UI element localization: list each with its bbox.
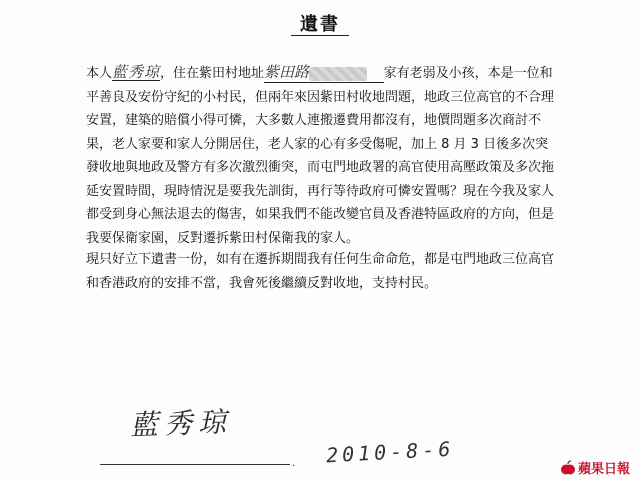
signature-line (100, 464, 290, 465)
signature-line-dot: . (292, 458, 296, 469)
paragraph-1-body: 家有老弱及小孩，本是一位和平善良及安份守紀的小村民，但兩年來因紫田村收地問題，地政三位高官的不合理安置，建築的賠償小得可憐，大多數人連搬遷費用都沒有，地價問題多次商討不果，老人家要和家人分開居住，老人家的心有多受傷呢，加上 8 月 3 日後多次突發收地與地政及警方有多次激烈衝突，而屯門地政署的高官使用高壓政策及多次拖延安置時間，現時情況是要我先訓街，再行等待政府可憐安置嗎？現在今我及家人都受到身心無法退去的傷害，如果我們不能改變官員及香港特區政府的方向，但是我要保衛家園，反對遷拆紫田村保衛我的家人。 (86, 66, 555, 246)
title-underline (291, 35, 349, 36)
handwritten-name-inline: 藍秀琼 (112, 63, 161, 81)
newspaper-watermark (560, 458, 630, 477)
paragraph-2: 現只好立下遺書一份，如有在遷拆期間我有任何生命命危，都是屯門地政三位高官和香港政府的安排不當，我會死後繼續反對收地，支持村民。 (86, 252, 555, 291)
redacted-address-block (309, 67, 367, 81)
handwritten-address: 紫田路 (264, 63, 310, 81)
apple-logo-icon (560, 460, 576, 476)
document-title: 遺書 (300, 14, 340, 35)
handwritten-signature: 藍秀琼 (129, 405, 233, 442)
newspaper-name: 蘋果日報 (577, 462, 630, 477)
paragraph-1-prefix: 本人 (86, 66, 113, 81)
paragraph-1 (86, 62, 556, 250)
handwritten-date: 2010-8-6 (325, 436, 455, 468)
paragraph-1-middle: ，住在紫田村地址 (160, 66, 265, 81)
